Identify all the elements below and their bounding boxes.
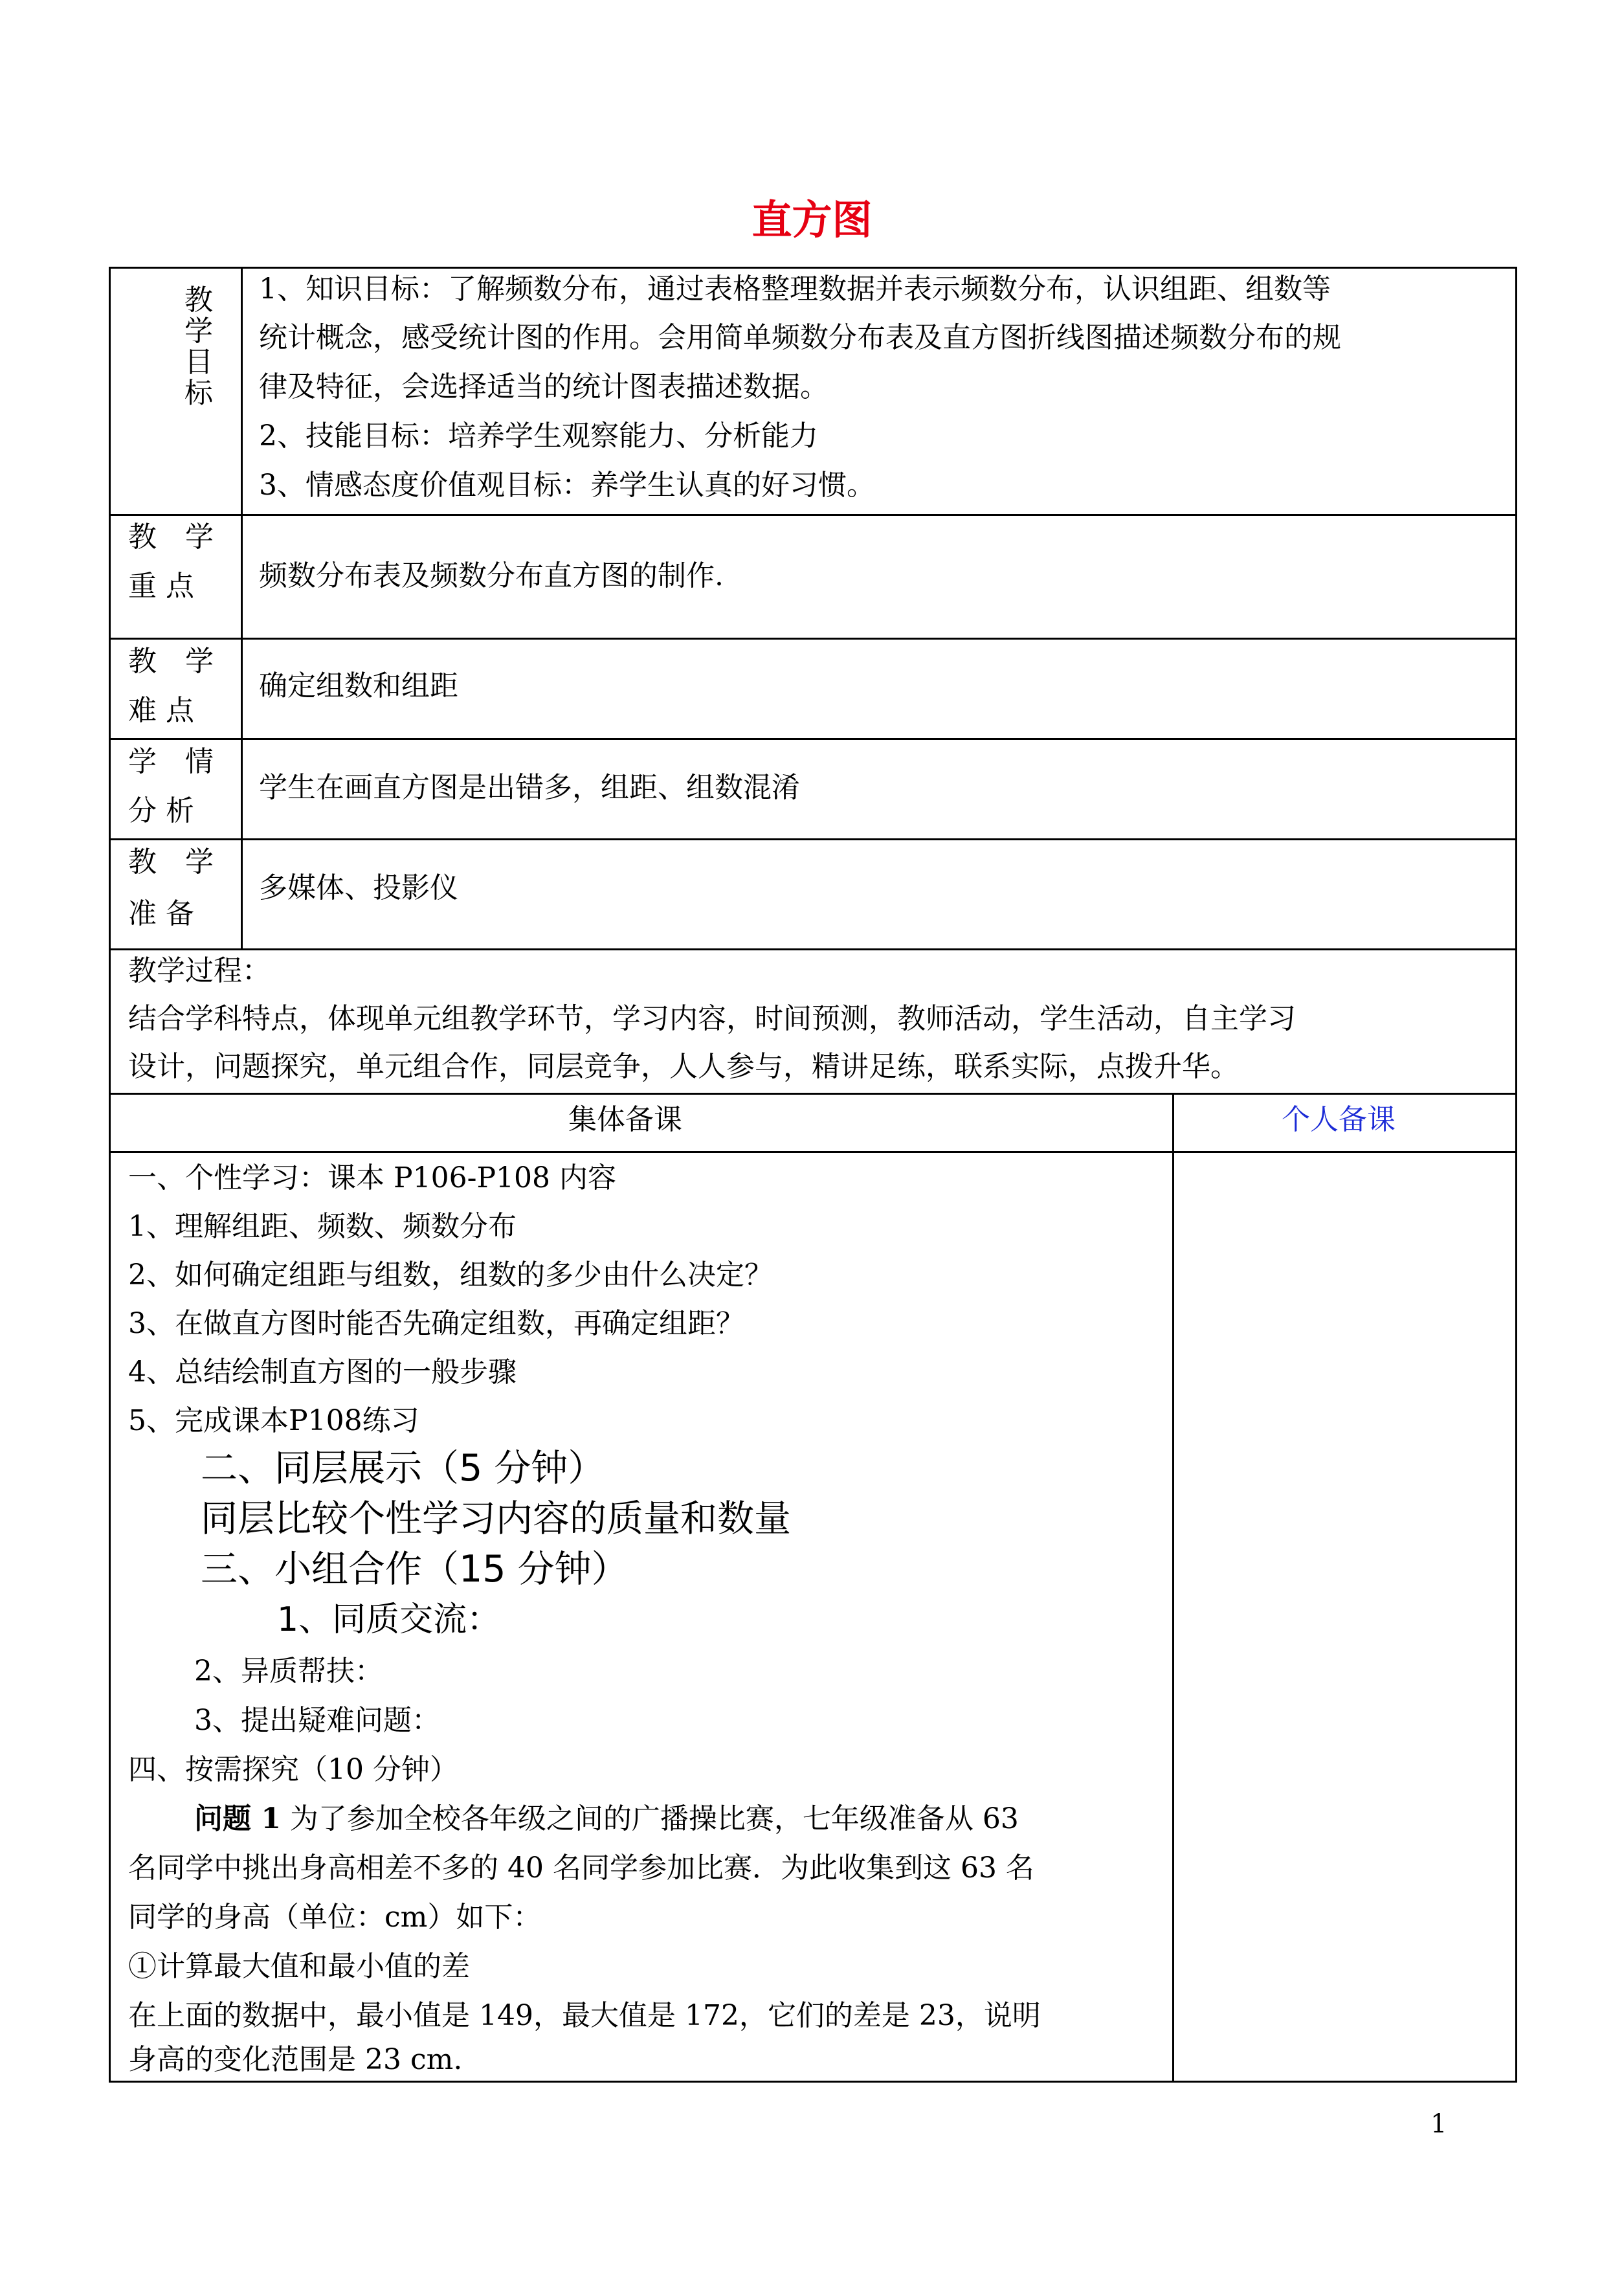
body-line: 同层比较个性学习内容的质量和数量 (201, 1497, 791, 1540)
objectives-label-char: 教 (184, 284, 213, 317)
body-line: 身高的变化范围是 23 cm. (128, 2043, 463, 2076)
preparation-label: 准 备 (128, 897, 194, 930)
body-line: 4、总结绘制直方图的一般步骤 (128, 1356, 517, 1389)
analysis-content: 学生在画直方图是出错多，组距、组数混淆 (259, 771, 800, 804)
body-line: 名同学中挑出身高相差不多的 40 名同学参加比赛．为此收集到这 63 名 (128, 1851, 1034, 1885)
page-number: 1 (1430, 2109, 1447, 2139)
body-line: 2、如何确定组距与组数，组数的多少由什么决定？ (128, 1258, 773, 1292)
page-title: 直方图 (751, 196, 873, 243)
body-line: 3、提出疑难问题： (194, 1704, 440, 1737)
body-line: 二、同层展示（5 分钟） (201, 1447, 605, 1490)
objectives-label-char: 目 (184, 346, 213, 379)
process-line: 结合学科特点，体现单元组教学环节，学习内容，时间预测，教师活动，学生活动，自主学习 (128, 1002, 1296, 1035)
analysis-label: 分 析 (128, 794, 194, 827)
analysis-label: 学 情 (128, 745, 214, 778)
preparation-label: 教 学 (128, 845, 214, 878)
key-points-label: 重 点 (128, 570, 194, 603)
problem-label: 问题 1 (194, 1802, 281, 1835)
personal-header: 个人备课 (1282, 1103, 1396, 1136)
problem-text: 为了参加全校各年级之间的广播操比赛，七年级准备从 63 (280, 1802, 1019, 1835)
difficulties-label: 教 学 (128, 645, 214, 678)
body-line: ①计算最大值和最小值的差 (128, 1950, 470, 1983)
objectives-line: 2、技能目标：培养学生观察能力、分析能力 (259, 419, 818, 453)
objectives-line: 统计概念，感受统计图的作用。会用简单频数分布表及直方图折线图描述频数分布的规 (259, 321, 1341, 354)
body-line: 在上面的数据中，最小值是 149，最大值是 172，它们的差是 23，说明 (128, 1999, 1041, 2032)
problem-first-line (194, 1802, 1019, 1835)
body-line: 一、个性学习：课本 P106-P108 内容 (128, 1161, 617, 1194)
objectives-line: 1、知识目标：了解频数分布，通过表格整理数据并表示频数分布，认识组距、组数等 (259, 273, 1331, 306)
body-line: 3、在做直方图时能否先确定组数，再确定组距？ (128, 1307, 744, 1340)
objectives-label-char: 标 (184, 377, 213, 410)
body-line: 三、小组合作（15 分钟） (201, 1548, 628, 1591)
body-line: 同学的身高（单位：cm）如下： (128, 1901, 542, 1934)
difficulties-content: 确定组数和组距 (259, 669, 458, 702)
body-line: 5、完成课本P108练习 (128, 1404, 419, 1437)
body-line: 2、异质帮扶： (194, 1655, 383, 1688)
objectives-line: 律及特征，会选择适当的统计图表描述数据。 (259, 370, 829, 403)
difficulties-label: 难 点 (128, 694, 194, 727)
process-line: 设计，问题探究，单元组合作，同层竞争，人人参与，精讲足练，联系实际，点拨升华。 (128, 1050, 1239, 1083)
preparation-content: 多媒体、投影仪 (259, 871, 458, 904)
process-heading: 教学过程： (128, 954, 271, 987)
key-points-content: 频数分布表及频数分布直方图的制作. (259, 559, 724, 592)
key-points-label: 教 学 (128, 520, 214, 554)
body-line: 四、按需探究（10 分钟） (128, 1753, 458, 1786)
objectives-label-char: 学 (184, 315, 213, 348)
body-line: 1、同质交流： (277, 1600, 501, 1639)
collective-header: 集体备课 (568, 1103, 682, 1136)
body-line: 1、理解组距、频数、频数分布 (128, 1210, 517, 1243)
objectives-line: 3、情感态度价值观目标：养学生认真的好习惯。 (259, 469, 875, 502)
